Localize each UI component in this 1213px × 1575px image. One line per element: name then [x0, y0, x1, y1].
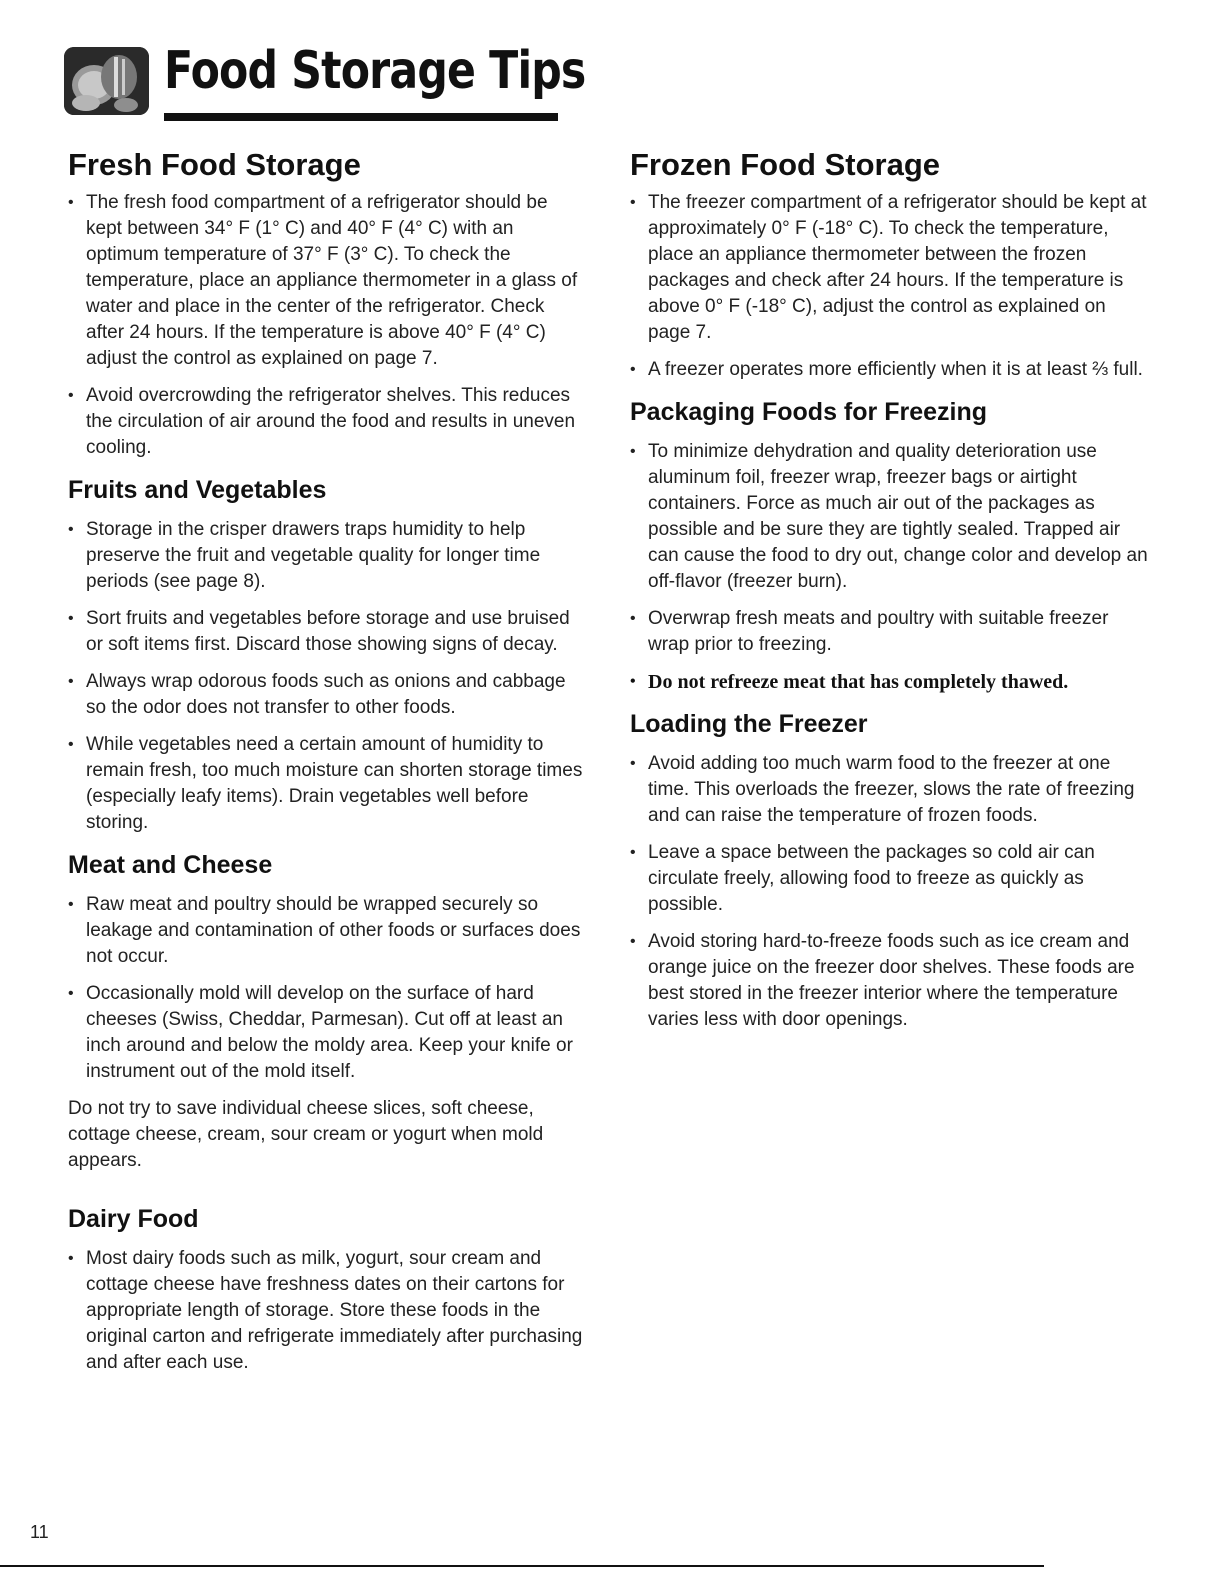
right-column — [630, 146, 1150, 1044]
fruits-vegetables-heading: Fruits and Vegetables — [68, 476, 327, 504]
list-item: • While vegetables need a certain amount of humidity to remain fresh, too much moisture can shorten storage times (especially leafy items). Drain vegetables well before storing. — [68, 732, 584, 836]
packaging-heading: Packaging Foods for Freezing — [630, 398, 987, 426]
food-basket-icon — [64, 47, 149, 115]
meat-cheese-heading: Meat and Cheese — [68, 851, 273, 879]
list-item: • To minimize dehydration and quality deterioration use aluminum foil, freezer wrap, freezer bags or airtight containers. Force as much air out of the packages as possible and be sure they are tightly sealed. Trapped air can cause the food to dry out, change color and develop an off-flavor (freezer burn). — [630, 439, 1150, 595]
list-item: • Most dairy foods such as milk, yogurt, sour cream and cottage cheese have freshness dates on their cartons for appropriate length of storage. Store these foods in the original carton and refrigerate immediately after purchasing and after each use. — [68, 1246, 584, 1376]
list-item: • A freezer operates more efficiently when it is at least ⅔ full. — [630, 357, 1150, 383]
list-item: • Raw meat and poultry should be wrapped securely so leakage and contamination of other foods or surfaces does not occur. — [68, 892, 584, 970]
packaging-list — [630, 439, 1150, 695]
fruits-vegetables-list — [68, 517, 584, 836]
list-item: • The freezer compartment of a refrigerator should be kept at approximately 0° F (-18° C). To check the temperature, place an appliance thermometer between the frozen packages and check after 24 hours. If the temperature is above 0° F (-18° C), adjust the control as explained on page 7. — [630, 190, 1150, 346]
list-item: • Sort fruits and vegetables before storage and use bruised or soft items first. Discard those showing signs of decay. — [68, 606, 584, 658]
list-item: • Always wrap odorous foods such as onions and cabbage so the odor does not transfer to other foods. — [68, 669, 584, 721]
title-underline — [164, 113, 558, 121]
list-item: • Avoid storing hard-to-freeze foods such as ice cream and orange juice on the freezer door shelves. These foods are best stored in the freezer interior where the temperature varies less with door openings. — [630, 929, 1150, 1033]
list-item: • Storage in the crisper drawers traps humidity to help preserve the fruit and vegetable quality for longer time periods (see page 8). — [68, 517, 584, 595]
frozen-food-list — [630, 190, 1150, 383]
list-item: • Occasionally mold will develop on the surface of hard cheeses (Swiss, Cheddar, Parmesan). Cut off at least an inch around and below the moldy area. Keep your knife or instrument out of the mold itself. — [68, 981, 584, 1085]
meat-cheese-list — [68, 892, 584, 1085]
bottom-rule — [0, 1565, 1044, 1567]
list-item: • Avoid overcrowding the refrigerator shelves. This reduces the circulation of air around the food and results in uneven cooling. — [68, 383, 584, 461]
page-title: Food Storage Tips — [164, 41, 586, 101]
page-number: 11 — [30, 1522, 49, 1542]
frozen-food-heading: Frozen Food Storage — [630, 147, 940, 182]
fresh-food-list — [68, 190, 584, 461]
loading-freezer-list — [630, 751, 1150, 1033]
dairy-list — [68, 1246, 584, 1376]
mold-note: Do not try to save individual cheese slices, soft cheese, cottage cheese, cream, sour cream or yogurt when mold appears. — [68, 1098, 544, 1171]
dairy-heading: Dairy Food — [68, 1205, 199, 1233]
refreeze-warning: • Do not refreeze meat that has completely thawed. — [630, 669, 1150, 695]
list-item: • The fresh food compartment of a refrigerator should be kept between 34° F (1° C) and 40° F (4° C) with an optimum temperature of 37° F (3° C). To check the temperature, place an appliance thermometer in a glass of water and place in the center of the refrigerator. Check after 24 hours. If the temperature is above 40° F (4° C) adjust the control as explained on page 7. — [68, 190, 584, 372]
loading-freezer-heading: Loading the Freezer — [630, 710, 868, 738]
page-header — [64, 40, 586, 120]
list-item: • Overwrap fresh meats and poultry with suitable freezer wrap prior to freezing. — [630, 606, 1150, 658]
list-item: • Avoid adding too much warm food to the freezer at one time. This overloads the freezer, slows the rate of freezing and can raise the temperature of frozen foods. — [630, 751, 1150, 829]
fresh-food-heading: Fresh Food Storage — [68, 147, 361, 182]
left-column — [68, 146, 584, 1387]
list-item: • Leave a space between the packages so cold air can circulate freely, allowing food to freeze as quickly as possible. — [630, 840, 1150, 918]
